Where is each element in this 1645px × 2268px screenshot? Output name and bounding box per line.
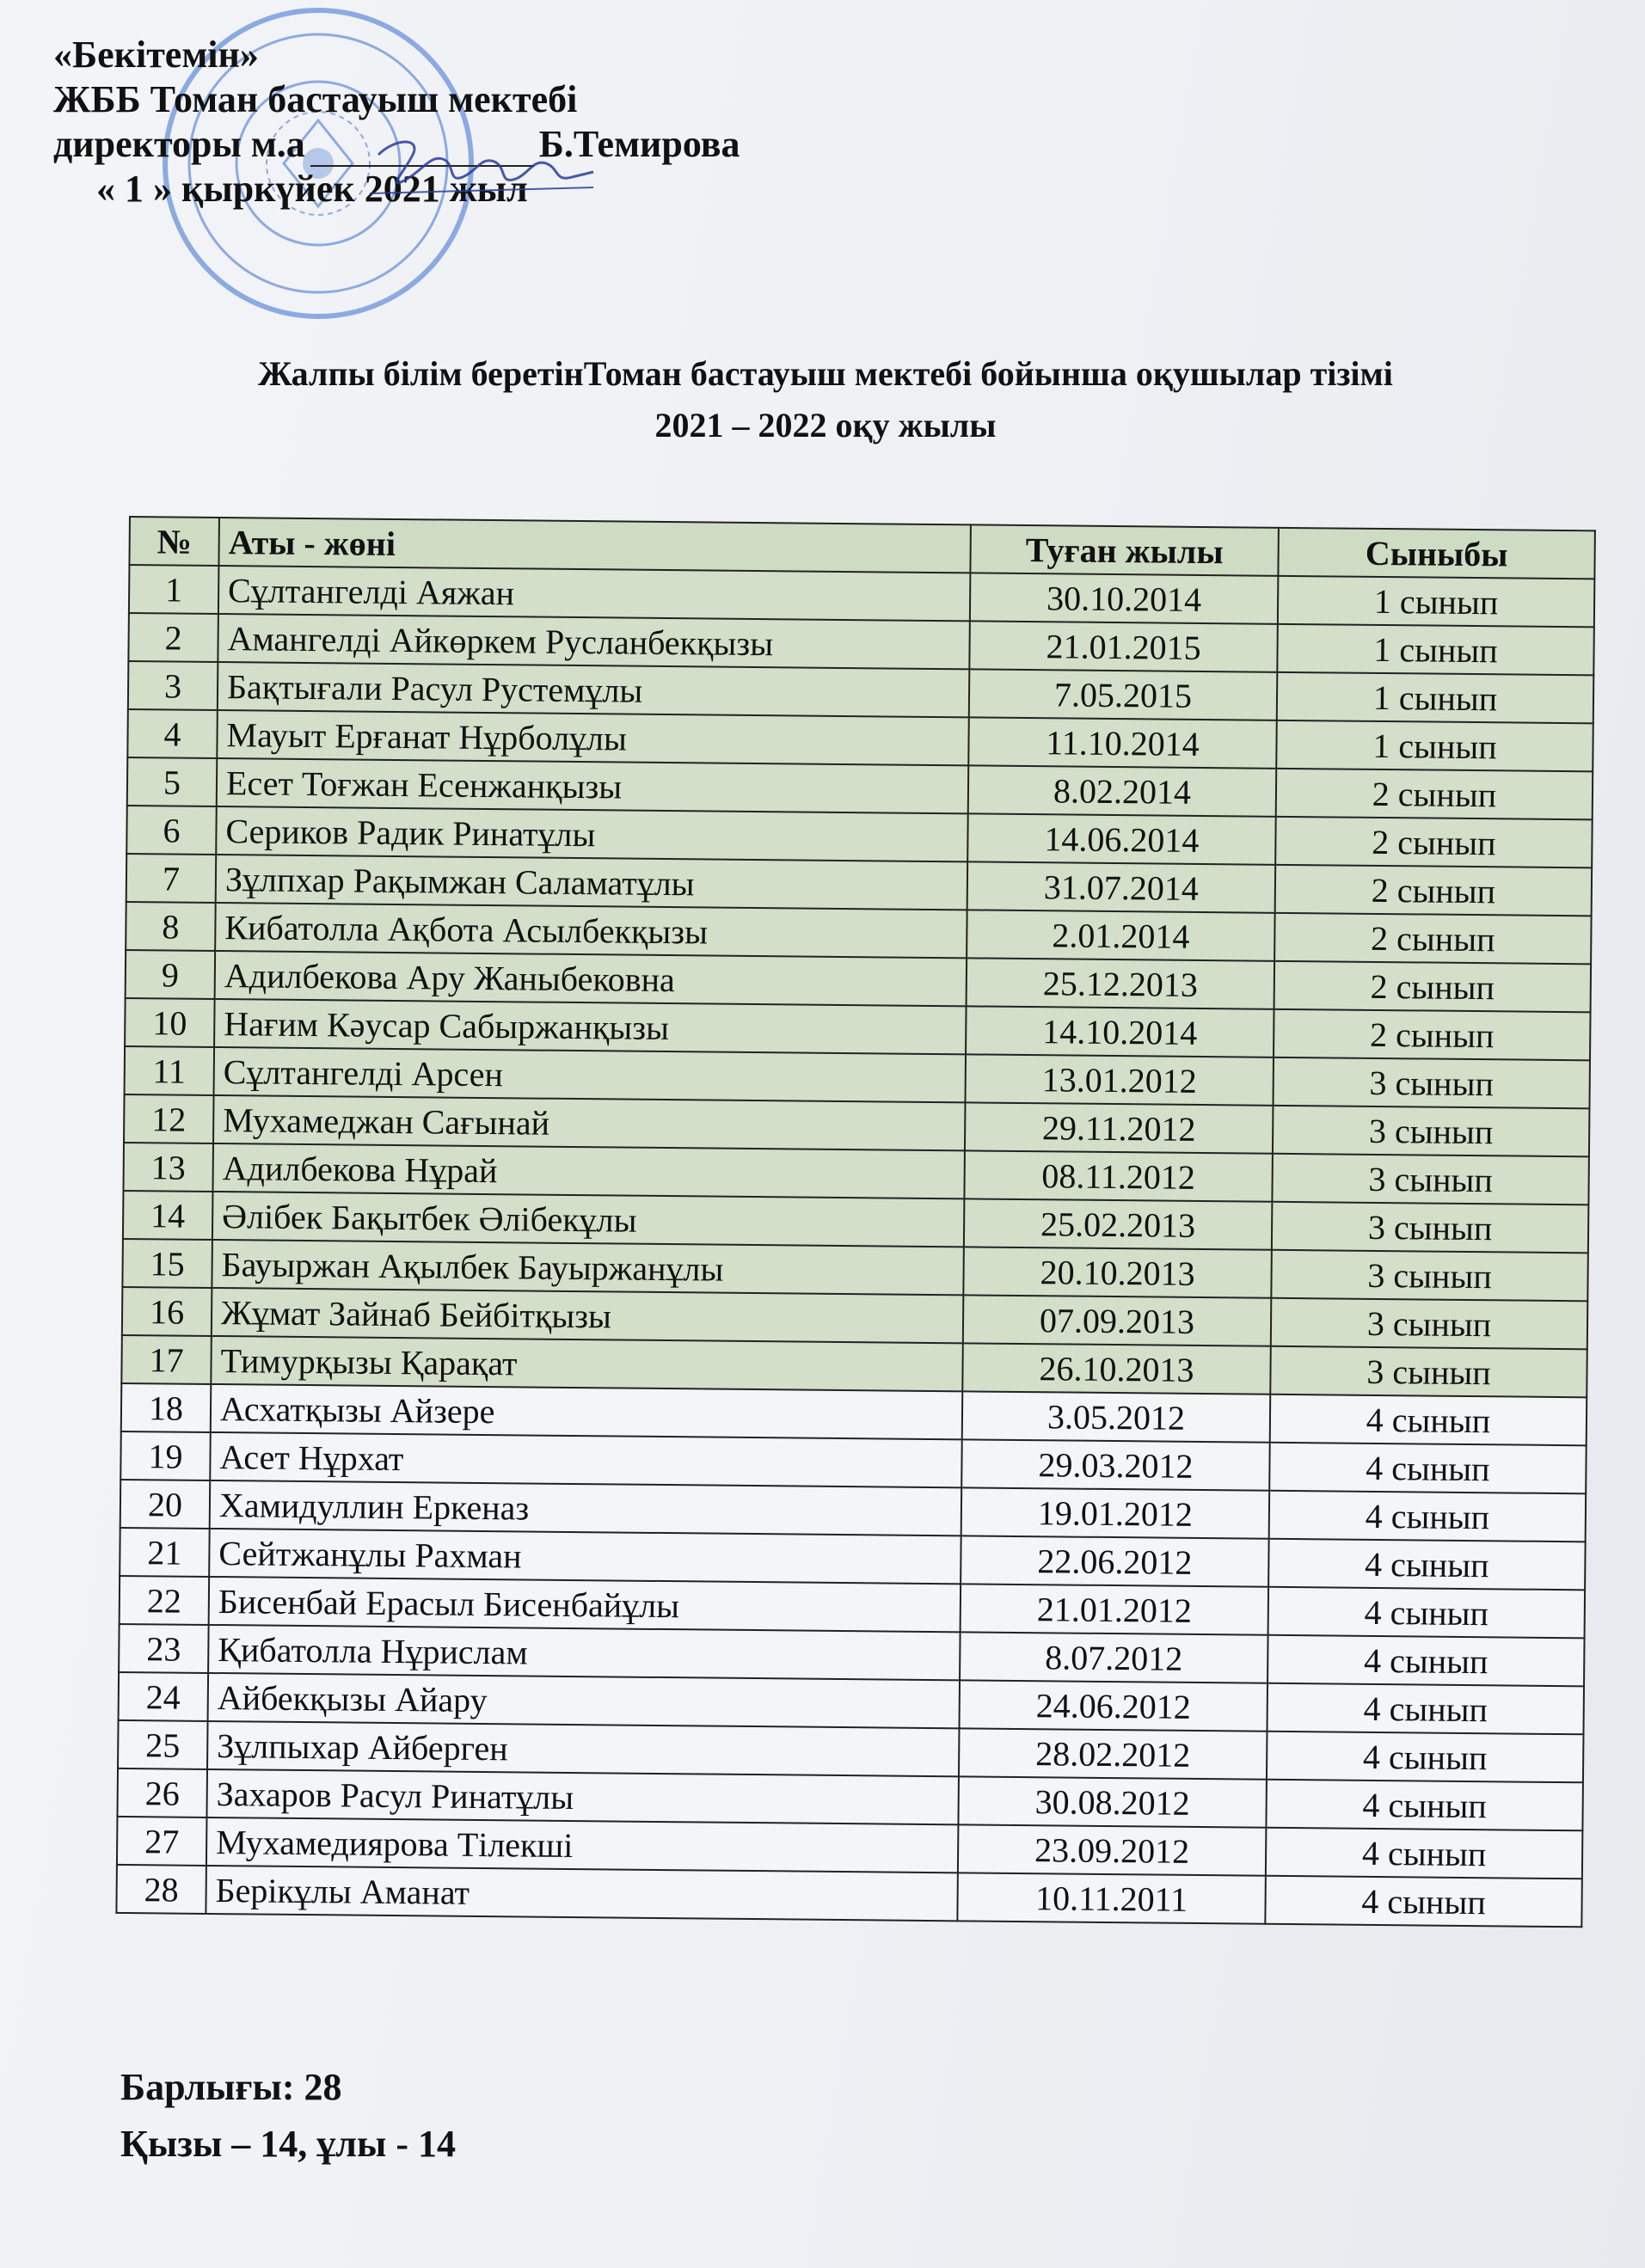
student-name: Тимурқызы Қарақат xyxy=(211,1336,962,1391)
birth-date: 30.10.2014 xyxy=(970,573,1279,623)
student-name: Бауыржан Ақылбек Бауыржанұлы xyxy=(212,1240,963,1295)
birth-date: 21.01.2015 xyxy=(969,621,1278,671)
header-class: Сыныбы xyxy=(1278,528,1595,579)
birth-date: 11.10.2014 xyxy=(968,717,1277,768)
birth-date: 10.11.2011 xyxy=(957,1873,1266,1923)
student-name: Айбекқызы Айару xyxy=(208,1673,960,1728)
class-grade: 4 сынып xyxy=(1268,1587,1586,1639)
row-number: 18 xyxy=(121,1383,212,1432)
row-number: 23 xyxy=(119,1624,209,1673)
row-number: 20 xyxy=(120,1480,211,1529)
row-number: 17 xyxy=(121,1335,212,1384)
approval-director-name: Б.Темирова xyxy=(538,123,740,165)
birth-date: 30.08.2012 xyxy=(958,1776,1267,1827)
student-name: Бақтығали Расул Рустемұлы xyxy=(218,662,969,717)
student-name: Зұлпыхар Айберген xyxy=(207,1721,959,1776)
class-grade: 2 сынып xyxy=(1274,913,1592,965)
document-title xyxy=(52,348,1599,451)
class-grade: 1 сынып xyxy=(1276,720,1593,772)
birth-date: 29.03.2012 xyxy=(961,1439,1270,1490)
row-number: 14 xyxy=(123,1191,213,1240)
class-grade: 4 сынып xyxy=(1268,1539,1586,1591)
birth-date: 24.06.2012 xyxy=(960,1680,1268,1731)
birth-date: 07.09.2013 xyxy=(963,1295,1272,1345)
birth-date: 2.01.2014 xyxy=(967,910,1275,960)
birth-date: 23.09.2012 xyxy=(958,1824,1267,1875)
student-name: Бисенбай Ерасыл Бисенбайұлы xyxy=(209,1577,961,1632)
row-number: 12 xyxy=(124,1094,214,1143)
student-name: Сейтжанұлы Рахман xyxy=(209,1529,961,1584)
row-number: 25 xyxy=(118,1720,208,1769)
student-name: Мухамедиярова Тілекші xyxy=(206,1817,958,1873)
student-name: Асет Нұрхат xyxy=(210,1432,961,1487)
students-table xyxy=(115,516,1596,1928)
class-grade: 4 сынып xyxy=(1266,1780,1583,1831)
class-grade: 3 сынып xyxy=(1270,1346,1587,1398)
birth-date: 20.10.2013 xyxy=(963,1247,1272,1297)
row-number: 4 xyxy=(127,709,218,758)
row-number: 3 xyxy=(128,661,218,710)
student-name: Хамидуллин Еркеназ xyxy=(210,1480,961,1535)
class-grade: 3 сынып xyxy=(1271,1298,1588,1350)
class-grade: 4 сынып xyxy=(1268,1635,1585,1687)
birth-date: 7.05.2015 xyxy=(969,669,1278,720)
row-number: 13 xyxy=(123,1143,213,1192)
student-name: Берікұлы Аманат xyxy=(206,1866,957,1921)
row-number: 7 xyxy=(126,854,217,903)
row-number: 8 xyxy=(126,902,216,951)
class-grade: 4 сынып xyxy=(1269,1443,1587,1494)
birth-date: 19.01.2012 xyxy=(961,1487,1270,1538)
row-number: 22 xyxy=(120,1576,210,1625)
student-name: Қибатолла Нұрислам xyxy=(208,1625,960,1680)
summary xyxy=(120,2059,456,2173)
row-number: 19 xyxy=(120,1431,211,1480)
student-name: Захаров Расул Ринатұлы xyxy=(206,1769,958,1824)
student-name: Жұмат Зайнаб Бейбітқызы xyxy=(212,1288,963,1343)
row-number: 27 xyxy=(117,1817,207,1866)
class-grade: 3 сынып xyxy=(1272,1202,1589,1254)
birth-date: 25.12.2013 xyxy=(967,958,1275,1008)
row-number: 2 xyxy=(128,613,218,662)
class-grade: 3 сынып xyxy=(1273,1057,1590,1109)
title-line-1: Жалпы білім беретінТоман бастауыш мектебі бойынша оқушылар тізімі xyxy=(258,354,1393,393)
birth-date: 26.10.2013 xyxy=(962,1343,1271,1394)
handwritten-signature xyxy=(361,120,602,215)
birth-date: 22.06.2012 xyxy=(961,1535,1269,1586)
row-number: 5 xyxy=(127,757,218,806)
class-grade: 2 сынып xyxy=(1274,961,1592,1013)
row-number: 21 xyxy=(120,1528,210,1577)
student-name: Амангелді Айкөркем Русланбекқызы xyxy=(218,614,969,669)
birth-date: 14.10.2014 xyxy=(966,1006,1274,1057)
approval-director-title: директоры м.а xyxy=(53,123,305,165)
class-grade: 1 сынып xyxy=(1277,672,1594,724)
row-number: 24 xyxy=(119,1672,209,1721)
class-grade: 4 сынып xyxy=(1270,1395,1587,1446)
birth-date: 28.02.2012 xyxy=(959,1728,1268,1779)
class-grade: 4 сынып xyxy=(1267,1683,1584,1735)
birth-date: 31.07.2014 xyxy=(967,861,1276,912)
birth-date: 8.07.2012 xyxy=(960,1632,1268,1683)
student-name: Сериков Радик Ринатұлы xyxy=(216,806,967,861)
header-birth: Туған жылы xyxy=(970,524,1279,575)
row-number: 1 xyxy=(129,565,219,614)
class-grade: 3 сынып xyxy=(1272,1154,1589,1205)
header-name: Аты - жөні xyxy=(218,518,970,573)
birth-date: 25.02.2013 xyxy=(964,1198,1273,1249)
summary-breakdown: Қызы – 14, ұлы - 14 xyxy=(120,2123,456,2165)
student-name: Нағим Кәусар Сабыржанқызы xyxy=(214,999,966,1054)
approval-heading: «Бекітемін» xyxy=(53,34,259,76)
row-number: 9 xyxy=(126,950,216,999)
class-grade: 3 сынып xyxy=(1271,1250,1588,1302)
student-name: Кибатолла Ақбота Асылбекқызы xyxy=(215,903,967,958)
row-number: 15 xyxy=(122,1239,212,1288)
row-number: 28 xyxy=(116,1865,206,1914)
class-grade: 4 сынып xyxy=(1269,1491,1587,1542)
student-name: Сұлтангелді Арсен xyxy=(214,1047,966,1102)
birth-date: 3.05.2012 xyxy=(962,1391,1271,1442)
row-number: 16 xyxy=(122,1287,212,1336)
student-name: Мухамеджан Сағынай xyxy=(213,1095,965,1150)
class-grade: 1 сынып xyxy=(1278,576,1595,628)
approval-school: ЖББ Томан бастауыш мектебі xyxy=(53,78,578,120)
birth-date: 21.01.2012 xyxy=(961,1584,1269,1634)
header-number: № xyxy=(129,517,219,566)
student-name: Мауыт Ерғанат Нұрболұлы xyxy=(217,710,968,765)
class-grade: 3 сынып xyxy=(1273,1106,1590,1157)
student-name: Адилбекова Ару Жаныбековна xyxy=(215,951,967,1006)
class-grade: 1 сынып xyxy=(1277,624,1594,676)
class-grade: 4 сынып xyxy=(1265,1876,1582,1928)
student-name: Әлібек Бақытбек Әлібекұлы xyxy=(212,1192,964,1247)
birth-date: 29.11.2012 xyxy=(965,1102,1274,1153)
summary-total: Барлығы: 28 xyxy=(120,2066,342,2108)
student-name: Зұлпхар Рақымжан Саламатұлы xyxy=(216,855,967,910)
class-grade: 4 сынып xyxy=(1266,1828,1583,1879)
birth-date: 14.06.2014 xyxy=(967,813,1276,864)
title-line-2: 2021 – 2022 оқу жылы xyxy=(654,406,997,444)
table-body xyxy=(116,565,1594,1927)
row-number: 10 xyxy=(125,998,215,1047)
class-grade: 2 сынып xyxy=(1275,865,1593,916)
birth-date: 13.01.2012 xyxy=(965,1054,1274,1105)
class-grade: 2 сынып xyxy=(1276,769,1593,820)
approval-date: « 1 » қыркүйек 2021 жыл xyxy=(96,168,528,210)
row-number: 11 xyxy=(125,1046,215,1095)
student-name: Адилбекова Нұрай xyxy=(212,1143,964,1198)
student-name: Асхатқызы Айзере xyxy=(211,1384,962,1439)
row-number: 6 xyxy=(126,806,217,855)
student-name: Есет Тоғжан Есенжанқызы xyxy=(217,758,968,813)
class-grade: 4 сынып xyxy=(1267,1732,1584,1783)
row-number: 26 xyxy=(117,1768,207,1817)
birth-date: 8.02.2014 xyxy=(968,765,1277,816)
class-grade: 2 сынып xyxy=(1274,1009,1591,1061)
student-name: Сұлтангелді Аяжан xyxy=(218,566,970,621)
birth-date: 08.11.2012 xyxy=(964,1150,1273,1201)
class-grade: 2 сынып xyxy=(1275,817,1593,868)
